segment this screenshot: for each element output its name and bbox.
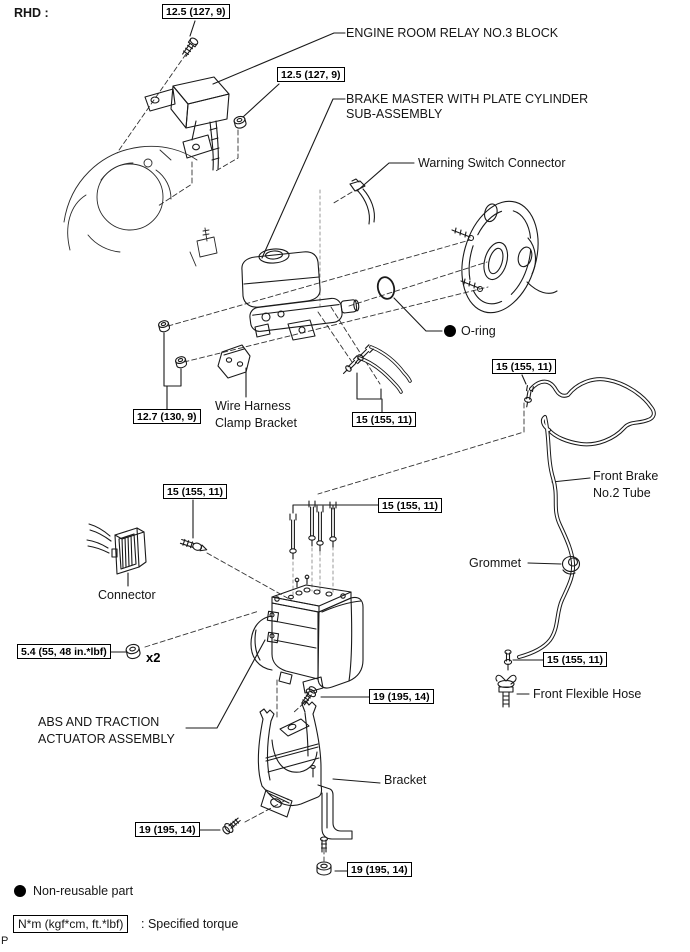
legend-torque-caption: : Specified torque [141,917,239,931]
part-label-bracket: Bracket [384,773,427,787]
torque-box-bracket-bolt-2: 19 (195, 14) [135,822,200,837]
part-label-o-ring: O-ring [461,324,496,338]
part-label-brake-master-line1: BRAKE MASTER WITH PLATE CYLINDER [346,92,589,106]
torque-box-single-fitting: 15 (155, 11) [163,484,227,499]
variant-label: RHD : [14,6,49,20]
bracket-part [258,701,352,839]
torque-box-relay-bolt: 12.5 (127, 9) [162,4,230,19]
legend-non-reusable: Non-reusable part [33,884,134,898]
leader-lines [110,21,590,871]
torque-box-bracket-nut: 19 (195, 14) [347,862,412,877]
part-label-brake-master-line2: SUB-ASSEMBLY [346,107,443,121]
non-reusable-bullet-oring [444,325,456,337]
part-label-relay-block: ENGINE ROOM RELAY NO.3 BLOCK [346,26,559,40]
torque-box-front-tube-bottom: 15 (155, 11) [543,652,607,667]
torque-box-relay-nut: 12.5 (127, 9) [277,67,345,82]
assembly-dashed-lines [117,54,524,861]
o-ring-part [376,275,397,300]
part-label-connector: Connector [98,588,156,602]
engine-bay-sketch [64,146,217,266]
connector-part [87,524,146,574]
tube-end-fitting-bottom [504,650,511,670]
x2-nut [125,643,141,659]
torque-box-front-tube-top: 15 (155, 11) [492,359,556,374]
part-label-abs-line1: ABS AND TRACTION [38,715,160,729]
legend-torque-box: N*m (kgf*cm, ft.*lbf) [13,915,128,933]
part-label-front-flexible-hose: Front Flexible Hose [533,687,642,701]
part-label-grommet: Grommet [469,556,522,570]
part-label-abs-line2: ACTUATOR ASSEMBLY [38,732,175,746]
front-brake-tube-part [504,379,653,670]
torque-box-abs-tubes: 15 (155, 11) [378,498,442,513]
front-flexible-hose-part [496,675,516,707]
part-label-wire-harness-line2: Clamp Bracket [215,416,297,430]
page-corner-mark: P [1,935,9,947]
master-cylinder-part [242,248,360,340]
torque-box-abs-nuts: 5.4 (55, 48 in.*lbf) [17,644,111,659]
part-label-front-brake-tube-line2: No.2 Tube [593,486,651,500]
single-tube-fitting [180,538,208,553]
master-cylinder-tubes [341,345,410,392]
abs-actuator-part [251,575,363,693]
master-cylinder-nuts [158,320,187,369]
part-label-warning-switch: Warning Switch Connector [418,156,566,170]
part-label-front-brake-tube-line1: Front Brake [593,469,659,483]
bracket-fasteners [221,685,331,875]
torque-box-bracket-bolt-1: 19 (195, 14) [369,689,434,704]
brake-booster-part [450,192,557,321]
abs-tube-fittings [290,501,336,559]
non-reusable-bullet-legend [14,885,26,897]
torque-box-tubes-mc: 15 (155, 11) [352,412,416,427]
part-label-wire-harness-line1: Wire Harness [215,399,291,413]
torque-box-master-nuts: 12.7 (130, 9) [133,409,201,424]
x2-count-label: x2 [146,650,161,665]
